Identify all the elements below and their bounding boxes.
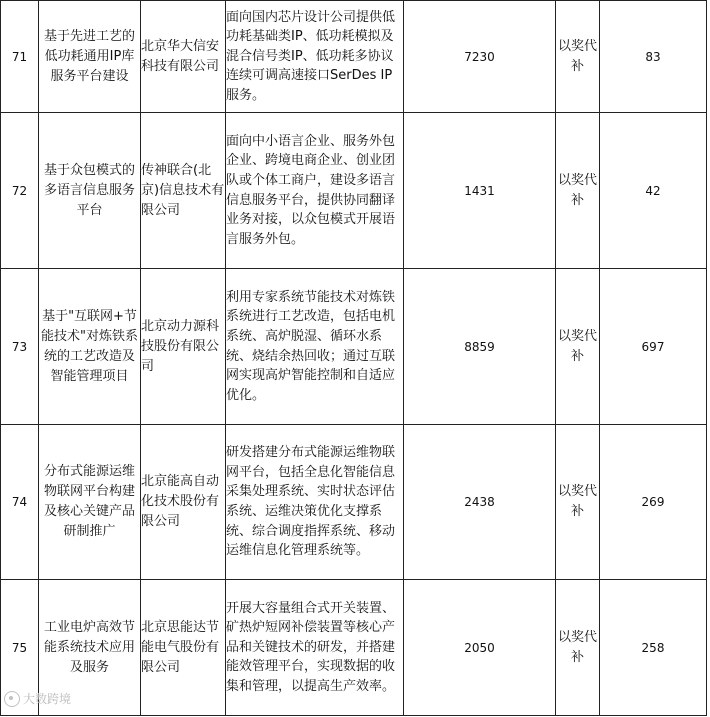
organization-name: 北京动力源科技股份有限公司 [141,269,226,425]
support-method: 以奖代补 [556,1,600,113]
project-name: 基于"互联网+节能技术"对炼铁系统的工艺改造及智能管理项目 [39,269,141,425]
project-name: 基于众包模式的多语言信息服务平台 [39,113,141,269]
organization-name: 传神联合(北京)信息技术有限公司 [141,113,226,269]
project-name: 工业电炉高效节能系统技术应用及服务 [39,580,141,716]
support-amount: 42 [600,113,707,269]
watermark [4,690,71,707]
table-row [1,1,707,113]
row-number: 72 [1,113,39,269]
project-description: 面向中小语言企业、服务外包企业、跨境电商企业、创业团队或个体工商户，建设多语言信息服务平台，提供协同翻译业务对接，以众包模式开展语言服务外包。 [226,113,404,269]
project-name: 分布式能源运维物联网平台构建及核心关键产品研制推广 [39,425,141,580]
project-name: 基于先进工艺的低功耗通用IP库服务平台建设 [39,1,141,113]
support-amount: 269 [600,425,707,580]
table-row [1,269,707,425]
organization-name: 北京能高自动化技术股份有限公司 [141,425,226,580]
watermark-text: 大数跨境 [23,692,72,706]
table-row [1,580,707,716]
support-method: 以奖代补 [556,425,600,580]
project-description: 研发搭建分布式能源运维物联网平台，包括全息化智能信息采集处理系统、实时状态评估系统、运维决策优化支撑系统、综合调度指挥系统、移动运维信息化管理系统等。 [226,425,404,580]
investment-value: 2438 [404,425,556,580]
project-description: 开展大容量组合式开关装置、矿热炉短网补偿装置等核心产品和关键技术的研发，并搭建能效管理平台，实现数据的收集和管理，以提高生产效率。 [226,580,404,716]
project-description: 面向国内芯片设计公司提供低功耗基础类IP、低功耗模拟及混合信号类IP、低功耗多协议连续可调高速接口SerDes IP服务。 [226,1,404,113]
watermark-logo-icon [4,691,20,707]
table-row [1,425,707,580]
project-description: 利用专家系统节能技术对炼铁系统进行工艺改造，包括电机系统、高炉脱湿、循环水系统、烧结余热回收；通过互联网实现高炉智能控制和自适应优化。 [226,269,404,425]
row-number: 71 [1,1,39,113]
support-method: 以奖代补 [556,113,600,269]
support-amount: 258 [600,580,707,716]
support-amount: 83 [600,1,707,113]
investment-value: 2050 [404,580,556,716]
support-amount: 697 [600,269,707,425]
investment-value: 1431 [404,113,556,269]
organization-name: 北京华大信安科技有限公司 [141,1,226,113]
row-number: 75 [1,580,39,716]
organization-name: 北京思能达节能电气股份有限公司 [141,580,226,716]
row-number: 74 [1,425,39,580]
support-method: 以奖代补 [556,269,600,425]
row-number: 73 [1,269,39,425]
investment-value: 7230 [404,1,556,113]
table-row [1,113,707,269]
support-method: 以奖代补 [556,580,600,716]
investment-value: 8859 [404,269,556,425]
